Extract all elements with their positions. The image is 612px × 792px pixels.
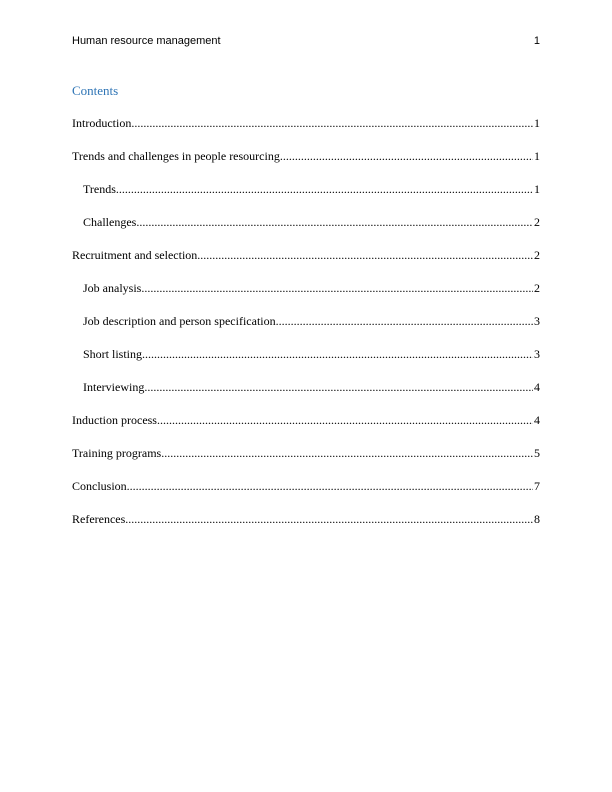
toc-dot-leader — [116, 182, 533, 197]
toc-entry-text: Job analysis — [83, 281, 142, 295]
toc-entry-interviewing[interactable] — [72, 380, 540, 413]
toc-entry-text: Introduction — [72, 116, 132, 130]
toc-dot-leader — [280, 149, 533, 164]
toc-entry-page: 5 — [534, 446, 540, 460]
toc-dot-leader — [161, 446, 533, 461]
toc-dot-leader — [142, 347, 533, 362]
toc-dot-leader — [127, 479, 533, 494]
toc-entry-page: 4 — [534, 380, 540, 394]
toc-entry-induction-process[interactable] — [72, 413, 540, 446]
toc-entry-text: Trends — [83, 182, 116, 196]
toc-entry-page: 3 — [534, 314, 540, 328]
toc-entry-page: 2 — [534, 215, 540, 229]
toc-entry-trends[interactable] — [72, 182, 540, 215]
toc-entry-text: Job description and person specification — [83, 314, 276, 328]
toc-entry-conclusion[interactable] — [72, 479, 540, 512]
toc-entry-training-programs[interactable] — [72, 446, 540, 479]
toc-entry-page: 2 — [534, 248, 540, 262]
toc-entry-text: Challenges — [83, 215, 137, 229]
toc-dot-leader — [157, 413, 533, 428]
toc-entry-introduction[interactable] — [72, 116, 540, 149]
toc-entry-text: Training programs — [72, 446, 162, 460]
toc-entry-text: Short listing — [83, 347, 143, 361]
toc-entry-page: 7 — [534, 479, 540, 493]
toc-dot-leader — [276, 314, 533, 329]
toc-dot-leader — [131, 116, 533, 131]
toc-entry-recruitment-and-selection[interactable] — [72, 248, 540, 281]
toc-dot-leader — [197, 248, 533, 263]
header-page-number: 1 — [533, 35, 540, 47]
toc-entry-trends-and-challenges[interactable] — [72, 149, 540, 182]
toc-entry-page: 8 — [534, 512, 540, 526]
toc-entry-job-analysis[interactable] — [72, 281, 540, 314]
toc-entry-text: Interviewing — [83, 380, 145, 394]
toc-entry-page: 1 — [534, 149, 540, 163]
toc-entry-page: 3 — [534, 347, 540, 361]
toc-entry-page: 4 — [534, 413, 540, 427]
toc-entry-page: 1 — [534, 116, 540, 130]
toc-dot-leader — [136, 215, 533, 230]
toc-entry-short-listing[interactable] — [72, 347, 540, 380]
toc-entry-job-description[interactable] — [72, 314, 540, 347]
toc-dot-leader — [144, 380, 533, 395]
toc-heading: Contents — [72, 83, 119, 98]
table-of-contents — [72, 116, 540, 545]
toc-entry-text: References — [72, 512, 126, 526]
toc-entry-page: 1 — [534, 182, 540, 196]
toc-dot-leader — [125, 512, 533, 527]
toc-entry-page: 2 — [534, 281, 540, 295]
toc-entry-text: Induction process — [72, 413, 157, 427]
page-header — [72, 35, 540, 51]
toc-entry-references[interactable] — [72, 512, 540, 545]
toc-entry-text: Conclusion — [72, 479, 127, 493]
toc-entry-text: Trends and challenges in people resourcing — [72, 149, 280, 163]
toc-dot-leader — [141, 281, 533, 296]
header-title: Human resource management — [72, 35, 221, 47]
toc-entry-text: Recruitment and selection — [72, 248, 198, 262]
toc-entry-challenges[interactable] — [72, 215, 540, 248]
